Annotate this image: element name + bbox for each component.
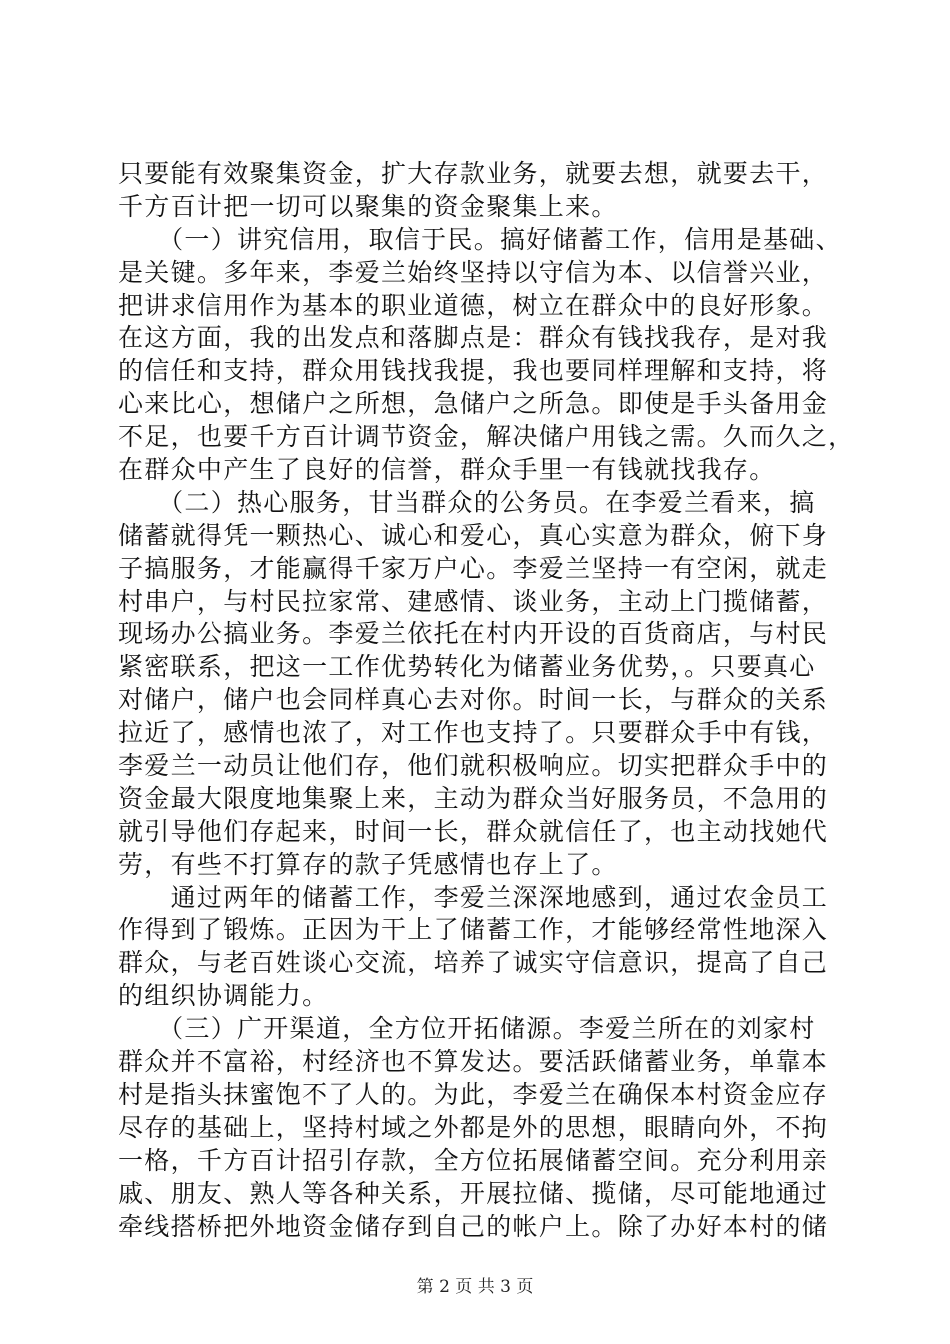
text-line: 把讲求信用作为基本的职业道德，树立在群众中的良好形象。 — [118, 290, 829, 320]
text-line: 在群众中产生了良好的信誉，群众手里一有钱就找我存。 — [118, 455, 776, 485]
text-line: 尽存的基础上，坚持村域之外都是外的思想，眼睛向外，不拘 — [118, 1112, 829, 1142]
text-line: 心来比心，想储户之所想，急储户之所急。即使是手头备用金 — [118, 389, 829, 419]
document-body — [118, 158, 855, 1243]
text-line: 不足，也要千方百计调节资金，解决储户用钱之需。久而久之， — [118, 422, 855, 452]
text-line: （三）广开渠道，全方位开拓储源。李爱兰所在的刘家村 — [118, 1014, 816, 1044]
text-line: 对储户，储户也会同样真心去对你。时间一长，与群众的关系 — [118, 685, 829, 715]
text-line: 储蓄就得凭一颗热心、诚心和爱心，真心实意为群众，俯下身 — [118, 520, 829, 550]
text-line: 只要能有效聚集资金，扩大存款业务，就要去想，就要去干， — [118, 159, 829, 188]
text-line: 群众并不富裕，村经济也不算发达。要活跃储蓄业务，单靠本 — [118, 1047, 829, 1077]
text-line: （二）热心服务，甘当群众的公务员。在李爱兰看来，搞 — [118, 487, 816, 517]
text-line: 李爱兰一动员让他们存，他们就积极响应。切实把群众手中的 — [118, 751, 829, 781]
text-line: 就引导他们存起来，时间一长，群众就信任了，也主动找她代 — [118, 816, 829, 846]
text-line: 紧密联系，把这一工作优势转化为储蓄业务优势，。只要真心 — [118, 652, 816, 682]
text-line: 村串户，与村民拉家常、建感情、谈业务，主动上门揽储蓄， — [118, 586, 829, 616]
text-line: 牵线搭桥把外地资金储存到自己的帐户上。除了办好本村的储 — [118, 1211, 829, 1241]
text-line: 通过两年的储蓄工作，李爱兰深深地感到，通过农金员工 — [118, 882, 829, 912]
text-line: 村是指头抹蜜饱不了人的。为此，李爱兰在确保本村资金应存 — [118, 1079, 829, 1109]
text-line: 的组织协调能力。 — [118, 981, 329, 1011]
text-line: 戚、朋友、熟人等各种关系，开展拉储、揽储，尽可能地通过 — [118, 1178, 829, 1208]
text-line: 的信任和支持，群众用钱找我提，我也要同样理解和支持，将 — [118, 356, 829, 386]
text-line: 资金最大限度地集聚上来，主动为群众当好服务员，不急用的 — [118, 783, 829, 813]
text-line: 现场办公搞业务。李爱兰依托在村内开设的百货商店，与村民 — [118, 619, 829, 649]
text-line: 在这方面，我的出发点和落脚点是：群众有钱找我存，是对我 — [118, 323, 829, 353]
text-line: 作得到了锻炼。正因为干上了储蓄工作，才能够经常性地深入 — [118, 915, 829, 945]
text-line: 劳，有些不打算存的款子凭感情也存上了。 — [118, 849, 618, 879]
text-line: （一）讲究信用，取信于民。搞好储蓄工作，信用是基础、 — [118, 224, 842, 254]
text-line: 千方百计把一切可以聚集的资金聚集上来。 — [118, 191, 618, 221]
text-line: 一格，千方百计招引存款，全方位拓展储蓄空间。充分利用亲 — [118, 1145, 829, 1175]
page-footer: 第 2 页 共 3 页 — [416, 1277, 534, 1297]
text-line: 群众，与老百姓谈心交流，培养了诚实守信意识，提高了自己 — [118, 948, 829, 978]
text-line: 子搞服务，才能赢得千家万户心。李爱兰坚持一有空闲，就走 — [118, 553, 829, 583]
text-line: 拉近了，感情也浓了，对工作也支持了。只要群众手中有钱， — [118, 718, 829, 748]
text-line: 是关键。多年来，李爱兰始终坚持以守信为本、以信誉兴业， — [118, 257, 829, 287]
